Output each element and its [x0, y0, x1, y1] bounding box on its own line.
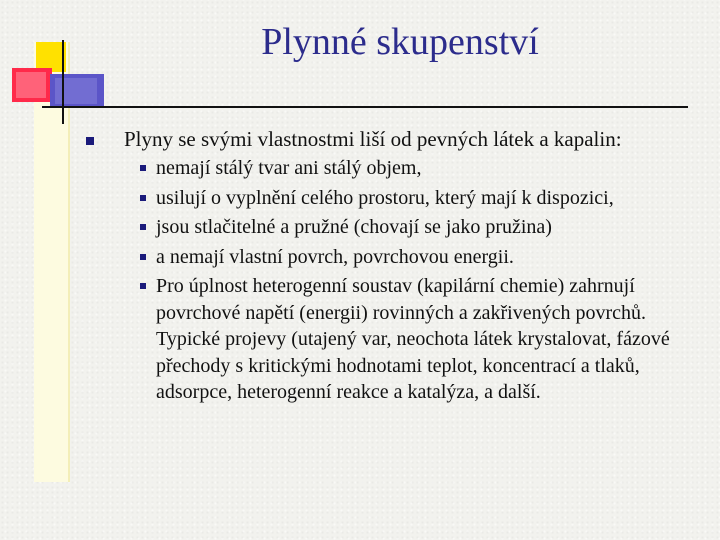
sub-bullet-text: a nemají vlastní povrch, povrchovou energii.: [156, 245, 514, 268]
sub-bullet-text: usilují o vyplnění celého prostoru, který mají k dispozici,: [156, 186, 614, 209]
title-underline: [42, 106, 688, 108]
decorative-yellow-strip-edge: [68, 42, 70, 482]
sub-bullet-item: [130, 244, 670, 271]
sub-bullet-text: nemají stálý tvar ani stálý objem,: [156, 157, 422, 179]
square-bullet-icon: [86, 137, 94, 145]
square-bullet-icon: [140, 195, 146, 201]
slide-title: Plynné skupenství: [261, 21, 539, 63]
square-bullet-icon: [140, 224, 146, 230]
square-bullet-icon: [140, 283, 146, 289]
sub-bullet-item: [130, 273, 670, 406]
decorative-red-square-highlight: [16, 72, 46, 98]
square-bullet-icon: [140, 254, 146, 260]
main-bullet-text: Plyny se svými vlastnostmi liší od pevných látek a kapalin:: [124, 127, 622, 151]
sub-bullet-item: [130, 155, 670, 182]
sub-bullet-list: [130, 155, 670, 409]
decorative-vertical-line: [62, 40, 64, 124]
sub-bullet-item: [130, 214, 670, 241]
sub-bullet-text: jsou stlačitelné a pružné (chovají se jako pružina): [156, 216, 552, 238]
sub-bullet-text: Pro úplnost heterogenní soustav (kapilární chemie) zahrnují povrchové napětí (energii) rovinných a zakřivených povrchů. Typické projevy (utajený var, neochota látek krystalovat, fázové přechody s kritickými hodnotami teplot, koncentrací a tlaků, adsorpce, heterogenní reakce a katalýza, a další.: [156, 275, 670, 403]
sub-bullet-item: [130, 185, 670, 212]
square-bullet-icon: [140, 165, 146, 171]
decorative-yellow-strip: [34, 42, 70, 482]
